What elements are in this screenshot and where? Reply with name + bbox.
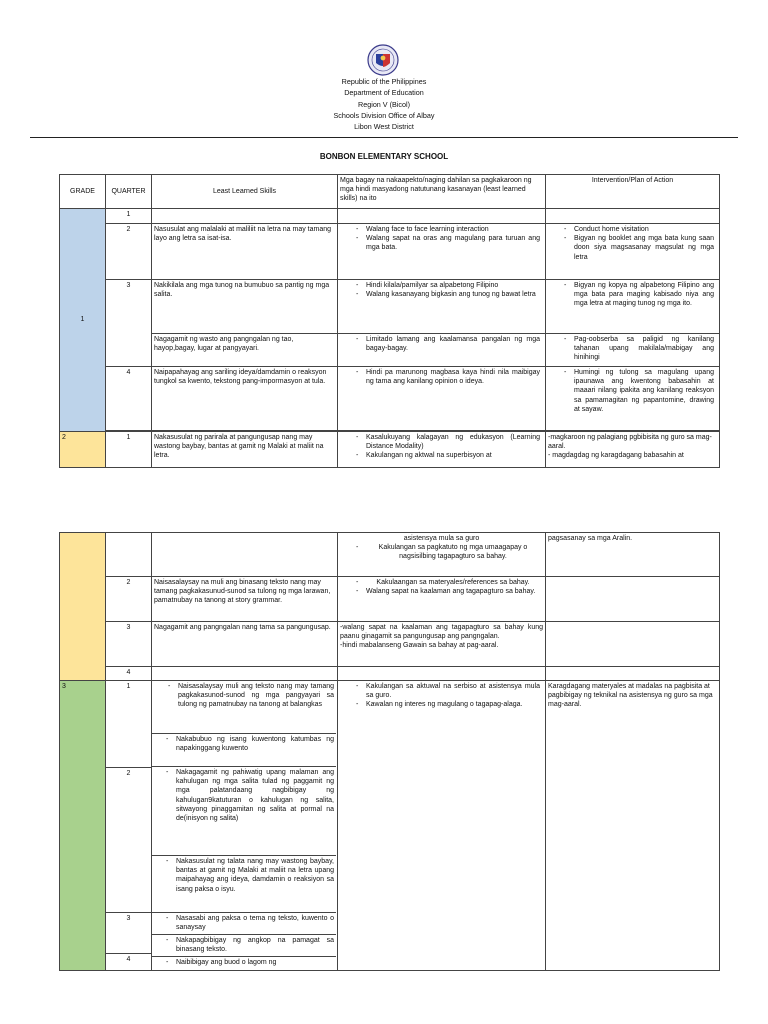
school-name: BONBON ELEMENTARY SCHOOL — [319, 152, 449, 161]
factor-item: - Hindi pa marunong magbasa kaya hindi nila maibigay ng tama ang kanilang opinion o ideya. — [340, 368, 540, 386]
skill-cell: Naipapahayag ang sariling ideya/damdamin o reaksyon tungkol sa kwento, tekstong pang-impormasyon at tula. — [152, 367, 338, 431]
skill-item: - Naisasalaysay muli ang teksto nang may tamang pagkakasunod-sunod ng mga pangyayari sa tulong ng pamatnubay na tanong at balangkas — [152, 681, 334, 732]
factor-item: - Walang face to face learning interaction — [340, 225, 540, 234]
grade-cell-1: 1 — [60, 209, 106, 432]
table-row — [60, 432, 720, 468]
grade-cell-3: 3 — [60, 681, 106, 971]
plan-table-page1 — [59, 174, 720, 468]
quarter-cell: 2 — [106, 224, 152, 280]
table-row — [60, 533, 720, 577]
skill-cell: Nasusulat ang malalaki at maliliit na letra na may tamang layo ang letra sa isat-isa. — [152, 224, 338, 280]
plan-table-page2 — [59, 532, 720, 971]
intervention-item: - Bigyan ng kopya ng alpabetong Filipino ang mga bata para maging kabisado niya ang mga letra at maging tunog ng mga ito. — [548, 281, 714, 309]
table-row — [60, 681, 720, 971]
skill-cell: Nagagamit ng wasto ang pangngalan ng tao, hayop,bagay, lugar at pangyayari. — [152, 334, 338, 367]
intervention-item: - Bigyan ng booklet ang mga bata kung saan doon siya magsasanay magsulat ng mga letra — [548, 234, 714, 262]
factor-cell — [338, 432, 546, 468]
intervention-cell: -magkaroon ng palagiang pgbibisita ng guro sa mag-aaral. - magdagdag ng karagdagang babasahin at — [546, 432, 720, 468]
factor-item: - Kasalukuyang kalagayan ng edukasyon (Learning Distance Modality) — [340, 433, 540, 451]
header-divider — [30, 137, 738, 138]
intervention-cell — [546, 622, 720, 667]
skill-cell: Nakikilala ang mga tunog na bumubuo sa pantig ng mga salita. — [152, 280, 338, 334]
intervention-cell — [546, 577, 720, 622]
skill-item: - Nakapagbibigay ng angkop na pamagat sa binasang teksto. — [152, 934, 337, 955]
header-quarter: QUARTER — [106, 175, 152, 209]
skill-cell: Nakasusulat ng parirala at pangungusap nang may wastong baybay, bantas at gamit ng Malaki at maliit na letra. — [152, 432, 338, 468]
table-row — [60, 577, 720, 622]
table-row — [60, 209, 720, 224]
quarter-cell: 2 — [106, 577, 152, 622]
factor-cell — [338, 667, 546, 681]
skill-cell — [152, 209, 338, 224]
intervention-cell: Karagdagang materyales at madalas na pagbisita at pagbibigay ng teknikal na asistensya ng guro sa mga mag-aaral. — [546, 681, 720, 971]
factor-item: - Kakulangan sa pagkatuto ng mga umaagapay o nagsisilbing tagapagturo sa bahay. — [340, 543, 540, 561]
factor-cell — [338, 280, 546, 334]
intervention-cell — [546, 280, 720, 334]
table-row — [60, 622, 720, 667]
grade-cell-2: 2 — [60, 432, 106, 468]
quarter-cell: 3 — [106, 912, 152, 952]
factor-item: - Walang sapat na oras ang magulang para turuan ang mga bata. — [340, 234, 540, 252]
factor-cell — [338, 533, 546, 577]
intervention-cell: pagsasanay sa mga Aralin. — [546, 533, 720, 577]
factor-cell — [338, 367, 546, 431]
factor-item: - Kakulangan ng aktwal na superbisyon at — [340, 451, 540, 460]
factor-item: - Limitado lamang ang kaalamansa pangalan ng mga bagay-bagay. — [340, 335, 540, 353]
quarter-cell: 1 — [126, 683, 131, 690]
table-row — [60, 280, 720, 334]
header-intervention: Intervention/Plan of Action — [546, 175, 720, 209]
header-skills: Least Learned Skills — [152, 175, 338, 209]
factor-cell: -walang sapat na kaalaman ang tagapagturo sa bahay kung paanu ginagamit sa pangungusap ang pangngalan. -hindi mabalanseng Gawain sa bahay at pag-aaral. — [338, 622, 546, 667]
letterhead-line-1: Republic of the Philippines — [341, 77, 427, 86]
quarter-cell: 4 — [106, 953, 152, 967]
grade-cell-2-cont — [60, 533, 106, 681]
quarter-cell: 4 — [106, 367, 152, 431]
skill-item: - Naibibigay ang buod o lagom ng — [152, 956, 337, 968]
factor-item: - Hindi kilala/pamilyar sa alpabetong Filipino — [340, 281, 540, 290]
skill-item: - Nasasabi ang paksa o tema ng teksto, kuwento o sanaysay — [152, 912, 337, 933]
factor-cell — [338, 224, 546, 280]
factor-item: - Kakulangan sa aktuwal na serbiso at asistensya mula sa guro. — [340, 682, 540, 700]
quarter-cell: 3 — [106, 622, 152, 667]
factor-item: - Kakulaangan sa materyales/references sa bahay. — [340, 578, 540, 587]
letterhead-line-3: Region V (Bicol) — [358, 99, 410, 109]
quarter-cell — [106, 533, 152, 577]
skill-cell: Naisasalaysay na muli ang binasang teksto nang may tamang pagkakasunud-sunod sa tulong ng mga larawan, pamatnubay na tanong at story grammar. — [152, 577, 338, 622]
letterhead-line-5: Libon West District — [354, 122, 414, 132]
intervention-item: - Conduct home visitation — [548, 225, 714, 234]
header-grade: GRADE — [60, 175, 106, 209]
factor-cell — [338, 577, 546, 622]
intervention-cell — [546, 334, 720, 367]
skill-item: - Nakasusulat ng talata nang may wastong baybay, bantas at gamit ng Malaki at maliit na letra upang maipahayag ang ideya, damdamin o reaksiyon sa isang paksa o isyu. — [152, 855, 337, 911]
skill-cell: Nagagamit ang pangngalan nang tama sa pangungusap. — [152, 622, 338, 667]
skill-cell — [152, 533, 338, 577]
table-row — [60, 224, 720, 280]
factor-item: - Kawalan ng interes ng magulang o tagapag-alaga. — [340, 700, 540, 709]
table-row — [60, 334, 720, 367]
table-row — [60, 667, 720, 681]
quarter-cell: 3 — [106, 280, 152, 367]
quarter-column — [106, 681, 152, 971]
table-header-row — [60, 175, 720, 209]
letterhead — [0, 76, 768, 132]
intervention-cell — [546, 209, 720, 224]
intervention-cell — [546, 224, 720, 280]
factor-cell — [338, 334, 546, 367]
skill-item: - Nakabubuo ng isang kuwentong katumbas ng napakinggang kuwento — [152, 733, 337, 765]
letterhead-line-2: Department of Education — [344, 88, 424, 98]
intervention-cell — [546, 667, 720, 681]
intervention-item: - Pag-oobserba sa paligid ng kanilang tahanan upang makilala/mabigay ang hinihingi — [548, 335, 714, 363]
table-row — [60, 367, 720, 431]
factor-item: - Walang sapat na kaalaman ang tagapagturo sa bahay. — [340, 587, 540, 596]
skill-column — [152, 681, 338, 971]
intervention-cell — [546, 367, 720, 431]
skill-cell — [152, 667, 338, 681]
quarter-cell: 4 — [106, 667, 152, 681]
factor-cell — [338, 681, 546, 971]
quarter-cell: 2 — [106, 767, 152, 911]
header-factors: Mga bagay na nakaapekto/naging dahilan sa pagkakaroon ng mga hindi masyadong natutunang kasanayan (least learned skills) na ito — [338, 175, 546, 209]
factor-continuation: asistensya mula sa guro — [403, 535, 480, 542]
intervention-item: - Humingi ng tulong sa magulang upang ipaunawa ang kwentong babasahin at maaari nilang ipakita ang kanilang reaksyon sa pamamagitan ng papantomine, drawing at sayaw. — [548, 368, 714, 414]
factor-item: - Walang kasanayang bigkasin ang tunog ng bawat letra — [340, 290, 540, 299]
quarter-cell: 1 — [106, 209, 152, 224]
factor-cell — [338, 209, 546, 224]
quarter-cell: 1 — [106, 432, 152, 468]
skill-item: - Nakagagamit ng pahiwatig upang malaman ang kahulugan ng mga salita tulad ng paggamit ng mga palatandaang nagbibigay ng kahulugan9katuturan o kahulugan ng salita, sitwayong pinaggamitan ng salita at pormal na de(inisyon ng salita) — [152, 766, 337, 854]
letterhead-line-4: Schools Division Office of Albay — [333, 110, 435, 120]
deped-seal-icon — [355, 44, 411, 76]
